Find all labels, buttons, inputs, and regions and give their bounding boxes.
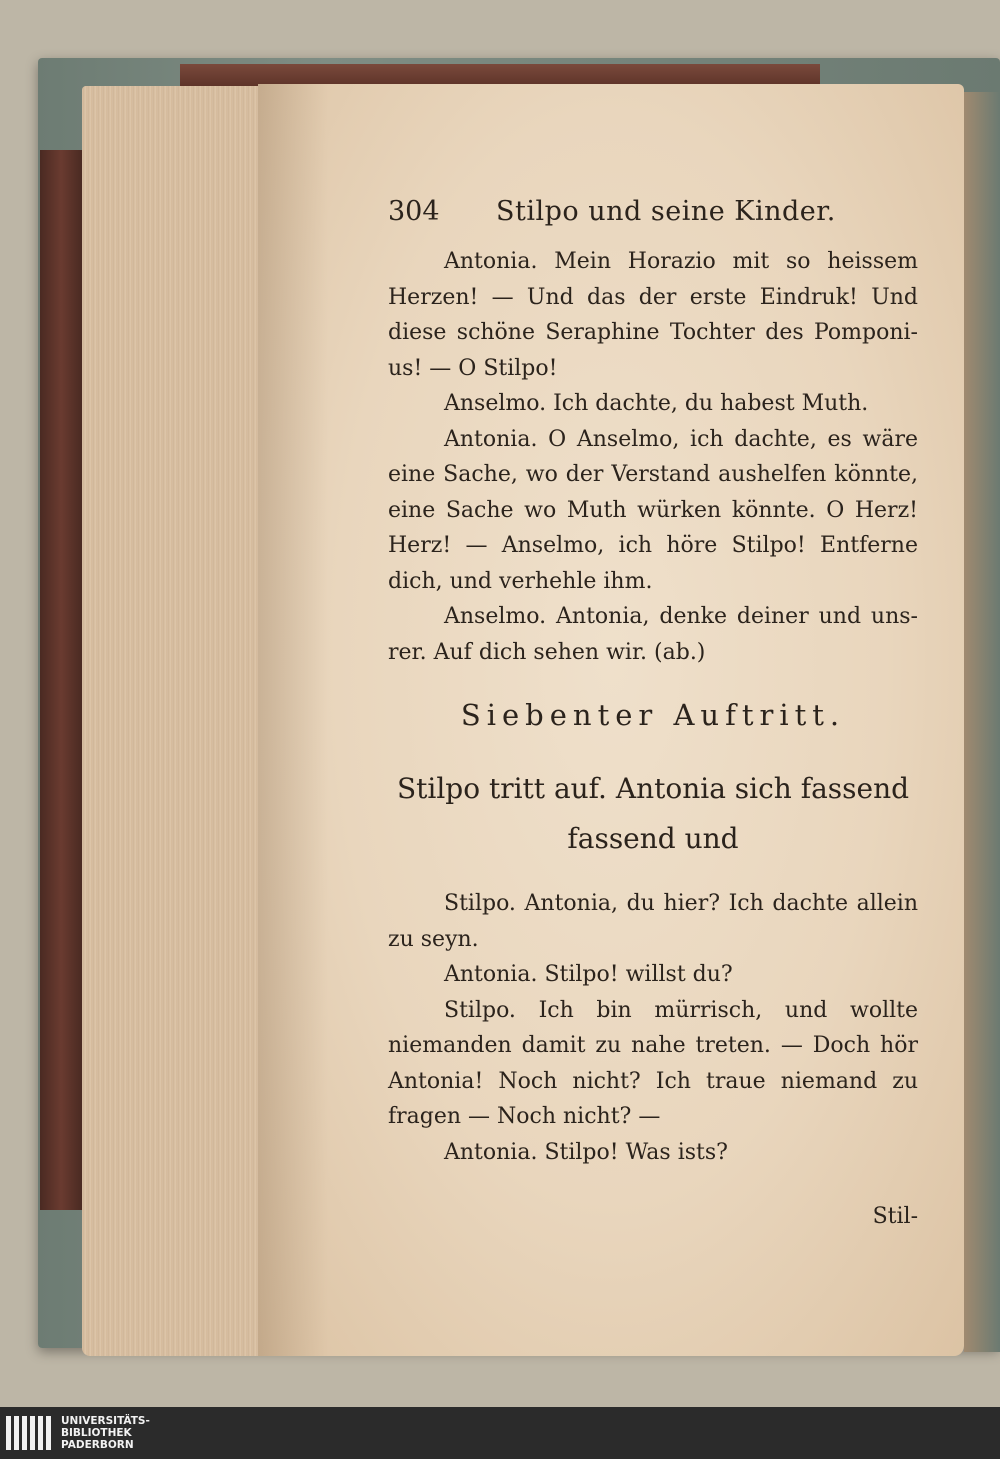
text-line: us! — O Stilpo! xyxy=(388,355,558,381)
text-line: niemanden damit zu nahe treten. — Doch hör xyxy=(388,1033,918,1058)
gutter-shadow xyxy=(258,84,328,1356)
text-line: Stilpo. Ich bin mürrisch, und wollte xyxy=(444,997,918,1023)
text-line: Herz! — Anselmo, ich höre Stilpo! Entferne xyxy=(388,533,918,558)
text-line: Antonia. O Anselmo, ich dachte, es wäre xyxy=(444,426,918,452)
catchword: Stil- xyxy=(872,1204,918,1229)
text-line: eine Sache, wo der Verstand aushelfen könnte, xyxy=(388,462,918,487)
stage-direction-line-2: fassend und xyxy=(567,822,739,855)
text-line: eine Sache wo Muth würken könnte. O Herz! xyxy=(388,497,918,523)
page-text xyxy=(388,196,918,1229)
text-line: Antonia. Stilpo! willst du? xyxy=(444,962,733,987)
text-line: zu seyn. xyxy=(388,926,479,952)
dialogue-block-2 xyxy=(388,886,918,1170)
text-line: Anselmo. Ich dachte, du habest Muth. xyxy=(444,391,869,416)
logo-line-1: UNIVERSITÄTS- xyxy=(61,1415,150,1427)
page-header xyxy=(388,196,918,244)
text-line: Antonia. Stilpo! Was ists? xyxy=(444,1139,728,1165)
text-line: diese schöne Seraphine Tochter des Pomponi- xyxy=(388,320,918,345)
page-number: 304 xyxy=(388,196,440,227)
logo-line-3: PADERBORN xyxy=(61,1439,134,1451)
cover-right-edge xyxy=(964,92,1000,1352)
library-logo-icon xyxy=(6,1416,51,1450)
text-line: dich, und verhehle ihm. xyxy=(388,568,653,594)
dialogue-block-1 xyxy=(388,244,918,670)
running-head: Stilpo und seine Kinder. xyxy=(496,196,836,227)
page-stack-edges xyxy=(82,86,262,1356)
text-line: Anselmo. Antonia, denke deiner und uns- xyxy=(444,604,918,629)
book-spine xyxy=(40,150,82,1210)
text-line: rer. Auf dich sehen wir. (ab.) xyxy=(388,639,706,665)
stage-direction-line-1: Stilpo tritt auf. Antonia sich fassend xyxy=(396,772,910,805)
text-line: Stilpo. Antonia, du hier? Ich dachte allein xyxy=(444,891,918,916)
text-line: Antonia! Noch nicht? Ich traue niemand zu xyxy=(388,1068,918,1094)
library-logo-text xyxy=(61,1415,150,1451)
text-line: fragen — Noch nicht? — xyxy=(388,1104,661,1129)
section-title: Siebenter Auftritt. xyxy=(460,698,846,732)
logo-line-2: BIBLIOTHEK xyxy=(61,1427,132,1439)
text-line: Herzen! — Und das der erste Eindruk! Und xyxy=(388,284,918,310)
library-footer xyxy=(0,1407,1000,1459)
headband xyxy=(180,64,820,86)
text-line: Antonia. Mein Horazio mit so heissem xyxy=(444,249,918,274)
